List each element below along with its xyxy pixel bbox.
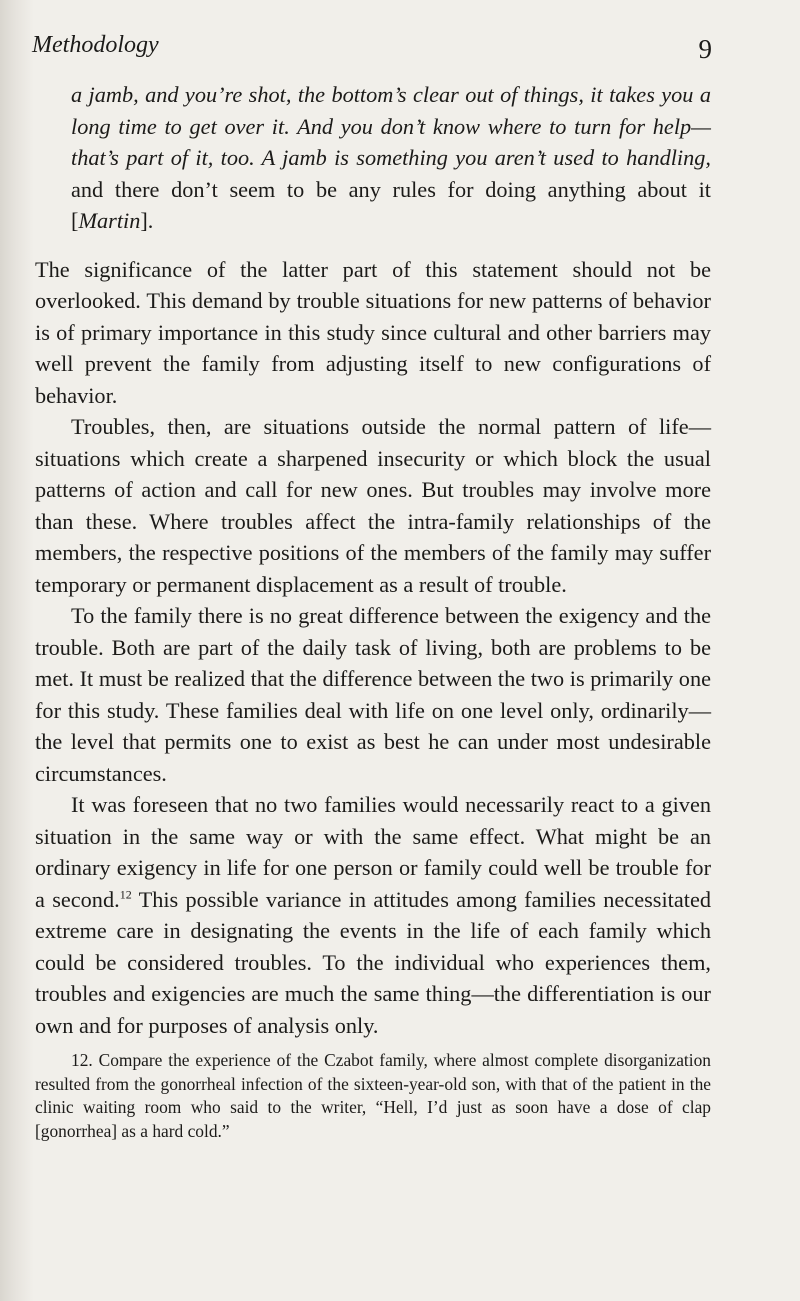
paragraph [35, 789, 711, 1041]
spacer [35, 237, 711, 254]
chapter-title: Methodology [32, 32, 159, 58]
body-text [35, 79, 711, 1143]
footnotes [35, 1049, 711, 1143]
paragraph-text: This possible variance in attitudes among families necessitated extreme care in designating the events in the life of each family which could be considered troubles. To the individual who experiences them, troubles and exigencies are much the same thing—the differentiation is our own and for purposes of analysis only. [35, 886, 711, 1038]
quote-italic-text: a jamb, and you’re shot, the bottom’s clear out of things, it takes you a long time to get over it. And you don’t know where to turn for help—that’s part of it, too. A jamb is something you aren’t used to handling, [71, 82, 711, 170]
footnote: 12. Compare the experience of the Czabot family, where almost complete disorganization resulted from the gonorrheal infection of the sixteen-year-old son, with that of the patient in the clinic waiting room who said to the writer, “Hell, I’d just as soon have a dose of clap [gonorrhea] as a hard cold.” [35, 1050, 711, 1141]
page-number: 9 [698, 34, 712, 64]
quote-roman-text: and there don’t seem to be any rules for doing anything about it [ [71, 176, 711, 233]
quote-speaker: Martin [78, 208, 141, 233]
paragraph: Troubles, then, are situations outside the normal pattern of life—situations which create a sharpened insecurity or which block the usual patterns of action and call for new ones. But troubles may involve more than these. Where troubles affect the intra-family relationships of the members, the respective positions of the members of the family may suffer temporary or permanent displacement as a result of trouble. [35, 414, 711, 597]
running-head [32, 32, 712, 68]
quote-close: ]. [140, 208, 154, 233]
block-quote [35, 79, 711, 237]
paragraph: To the family there is no great difference between the exigency and the trouble. Both are part of the daily task of living, both are problems to be met. It must be realized that the difference between the two is primarily one for this study. These families deal with life on one level only, ordinarily—the level that permits one to exist as best he can under most undesirable circumstances. [35, 603, 711, 786]
footnote-reference: 12 [119, 887, 132, 902]
paragraph: The significance of the latter part of this statement should not be overlooked. This demand by trouble situations for new patterns of behavior is of primary importance in this study since cultural and other barriers may well prevent the family from adjusting itself to new configurations of behavior. [35, 256, 711, 408]
paragraph-text: It was foreseen that no two families would necessarily react to a given situation in the same way or with the same effect. What might be an ordinary exigency in life for one person or family could well be trouble for a second. [35, 792, 711, 912]
